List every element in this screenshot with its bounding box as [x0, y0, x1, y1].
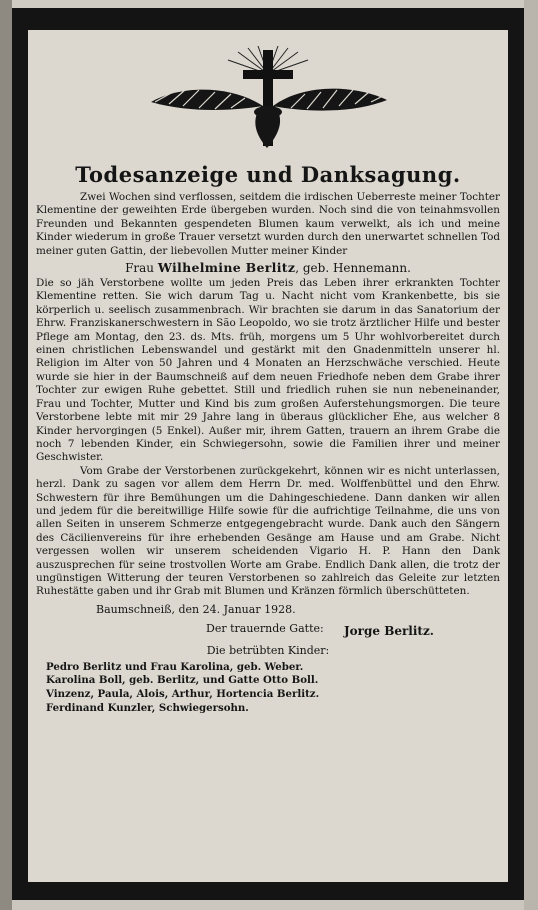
death-notice-frame: [12, 8, 524, 900]
cross-with-palm-fronds-icon: [143, 44, 393, 154]
thanks-paragraph: Vom Grabe der Verstorbenen zurückgekehrt, können wir es nicht unterlassen, herzl. Dank zu sagen vor allem dem Herrn Dr. med. Wolffenbüttel und den Ehrw. Schwestern für ihre Bemühungen um die Dahingeschiedene. Dann danken wir allen und jedem für die bereitwillige Hilfe sowie für die aufrichtige Teilnahme, die uns von allen Seiten in unserem Schmerze entgegengebracht wurde. Dank auch den Sängern des Cäcilienvereins für ihre erhebenden Gesänge am Hause und am Grabe. Nicht vergessen wollen wir unserem scheidenden Vigario H. P. Hann den Dank auszusprechen für seine trostvollen Worte am Grabe. Endlich Dank allen, die trotz der ungünstigen Witterung der teuren Verstorbenen so zahlreich das Geleite zur letzten Ruhestätte gaben und ihr Grab mit Blumen und Kränzen förmlich überschütteten.: [36, 464, 500, 598]
name-prefix: Frau: [125, 261, 155, 276]
deceased-name: Wilhelmine Berlitz: [157, 260, 296, 276]
death-notice-content: [28, 30, 508, 882]
deceased-name-line: [36, 260, 500, 275]
children-line: Karolina Boll, geb. Berlitz, und Gatte Otto Boll.: [46, 674, 319, 687]
signer-label: Der trauernde Gatte:: [206, 621, 324, 635]
circumstances-paragraph: Die so jäh Verstorbene wollte um jeden Preis das Leben ihrer erkrankten Tochter Klementine retten. Sie wich darum Tag u. Nacht nicht vom Krankenbette, bis sie körperlich u. seelisch zusammenbrach. Wir brachten sie darum in das Sanatorium der Ehrw. Franziskanerschwestern in São Leopoldo, wo sie trotz ärztlicher Hilfe und bester Pflege am Montag, den 23. ds. Mts. früh, morgens um 5 Uhr wohlvorbereitet durch einen christlichen Lebenswandel und gestärkt mit den Gnadenmitteln unserer hl. Religion im Alter von 50 Jahren und 4 Monaten an Herzschwäche verschied. Heute wurde sie hier in der Baumschneiß auf dem neuen Friedhofe neben dem Grabe ihrer Tochter zur ewigen Ruhe gebettet. Still und friedlich ruhen sie nun nebeneinander, Frau und Tochter, Mutter und Kind bis zum großen Auferstehungsmorgen. Die teure Verstorbene lebte mit mir 29 Jahre lang in überaus glücklicher Ehe, aus welcher 8 Kinder hervorgingen (5 Enkel). Außer mir, ihrem Gatten, trauern an ihrem Grabe die noch 7 lebenden Kinder, ein Schwiegersohn, sowie die Familien ihrer und meiner Geschwister.: [36, 277, 500, 464]
children-line: Ferdinand Kunzler, Schwiegersohn.: [46, 701, 249, 714]
place-date-line: Baumschneiß, den 24. Januar 1928.: [96, 602, 296, 616]
children-line: Vinzenz, Paula, Alois, Arthur, Hortencia Berlitz.: [46, 687, 320, 700]
children-line: Pedro Berlitz und Frau Karolina, geb. Weber.: [46, 660, 304, 673]
adjacent-column-right: [524, 0, 538, 910]
notice-title: Todesanzeige und Danksagung.: [75, 162, 461, 187]
signer-row: [36, 622, 500, 638]
children-label: Die betrübten Kinder:: [206, 643, 330, 657]
children-list: [46, 661, 500, 715]
intro-paragraph: Zwei Wochen sind verflossen, seitdem die irdischen Ueberreste meiner Tochter Klementine der geweihten Erde übergeben wurden. Noch sind die von teinahmsvollen Freunden und Bekannten gespendeten Blumen kaum verwelkt, als ich und meine Kinder wiederum in große Trauer versetzt wurden durch den unerwartet schnellen Tod meiner guten Gattin, der liebevollen Mutter meiner Kinder: [36, 191, 500, 257]
name-suffix: , geb. Hennemann.: [295, 261, 411, 276]
signer-name: Jorge Berlitz.: [344, 623, 434, 638]
adjacent-column-left: [0, 0, 12, 910]
